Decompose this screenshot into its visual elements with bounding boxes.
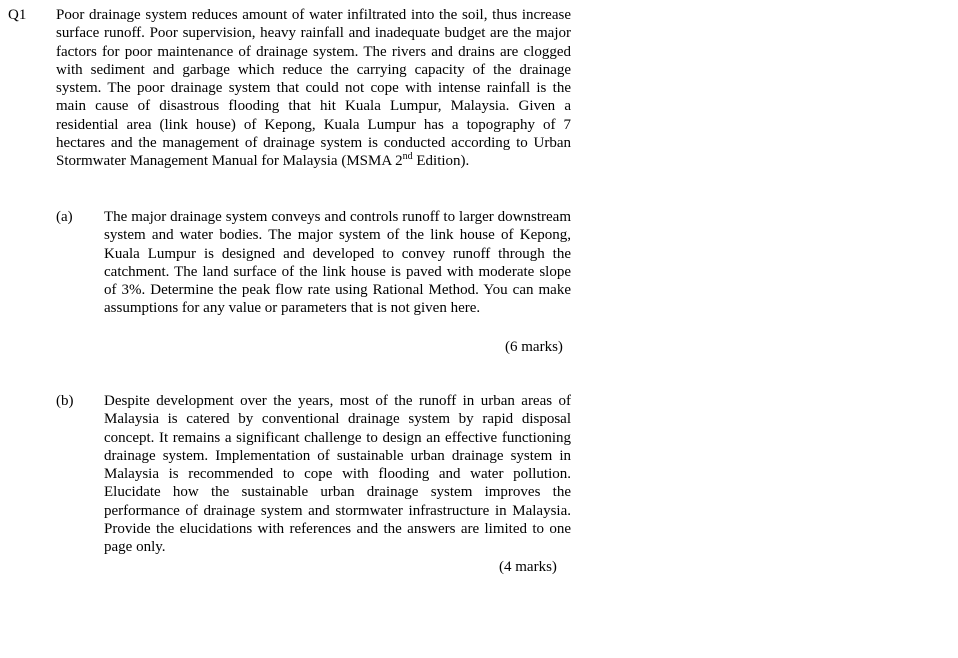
intro-text: Poor drainage system reduces amount of water infiltrated into the soil, thus increase surface runoff. Poor supervision, heavy rainfall and inadequate budget are the major factors for poor maintenance of drainage system. The rivers and drains are clogged with sediment and garbage which reduce the carrying capacity of the drainage system. The poor drainage system that could not cope with intense rainfall is the main cause of disastrous flooding that hit Kuala Lumpur, Malaysia. Given a residential area (link house) of Kepong, Kuala Lumpur has a topography of 7 hectares and the management of drainage system is conducted according to Urban Stormwater Management Manual for Malaysia (MSMA 2 (56, 7, 571, 170)
question-intro (56, 6, 571, 171)
part-a-marks: (6 marks) (505, 339, 563, 355)
part-b-label: (b) (56, 393, 74, 409)
intro-superscript: nd (402, 151, 413, 163)
question-number: Q1 (8, 7, 27, 23)
part-a-label: (a) (56, 209, 73, 225)
part-b-text: Despite development over the years, most of the runoff in urban areas of Malaysia is catered by conventional drainage system by rapid disposal concept. It remains a significant challenge to design an effective functioning drainage system. Implementation of sustainable urban drainage system in Malaysia is recommended to cope with flooding and water pollution. Elucidate how the sustainable urban drainage system improves the performance of drainage system and stormwater infrastructure in Malaysia. Provide the elucidations with references and the answers are limited to one page only. (104, 393, 571, 556)
part-b-marks: (4 marks) (499, 559, 557, 575)
intro-text-end: Edition). (412, 153, 470, 170)
part-a-text: The major drainage system conveys and controls runoff to larger downstream system and water bodies. The major system of the link house of Kepong, Kuala Lumpur is designed and developed to convey runoff through the catchment. The land surface of the link house is paved with moderate slope of 3%. Determine the peak flow rate using Rational Method. You can make assumptions for any value or parameters that is not given here. (104, 209, 571, 317)
